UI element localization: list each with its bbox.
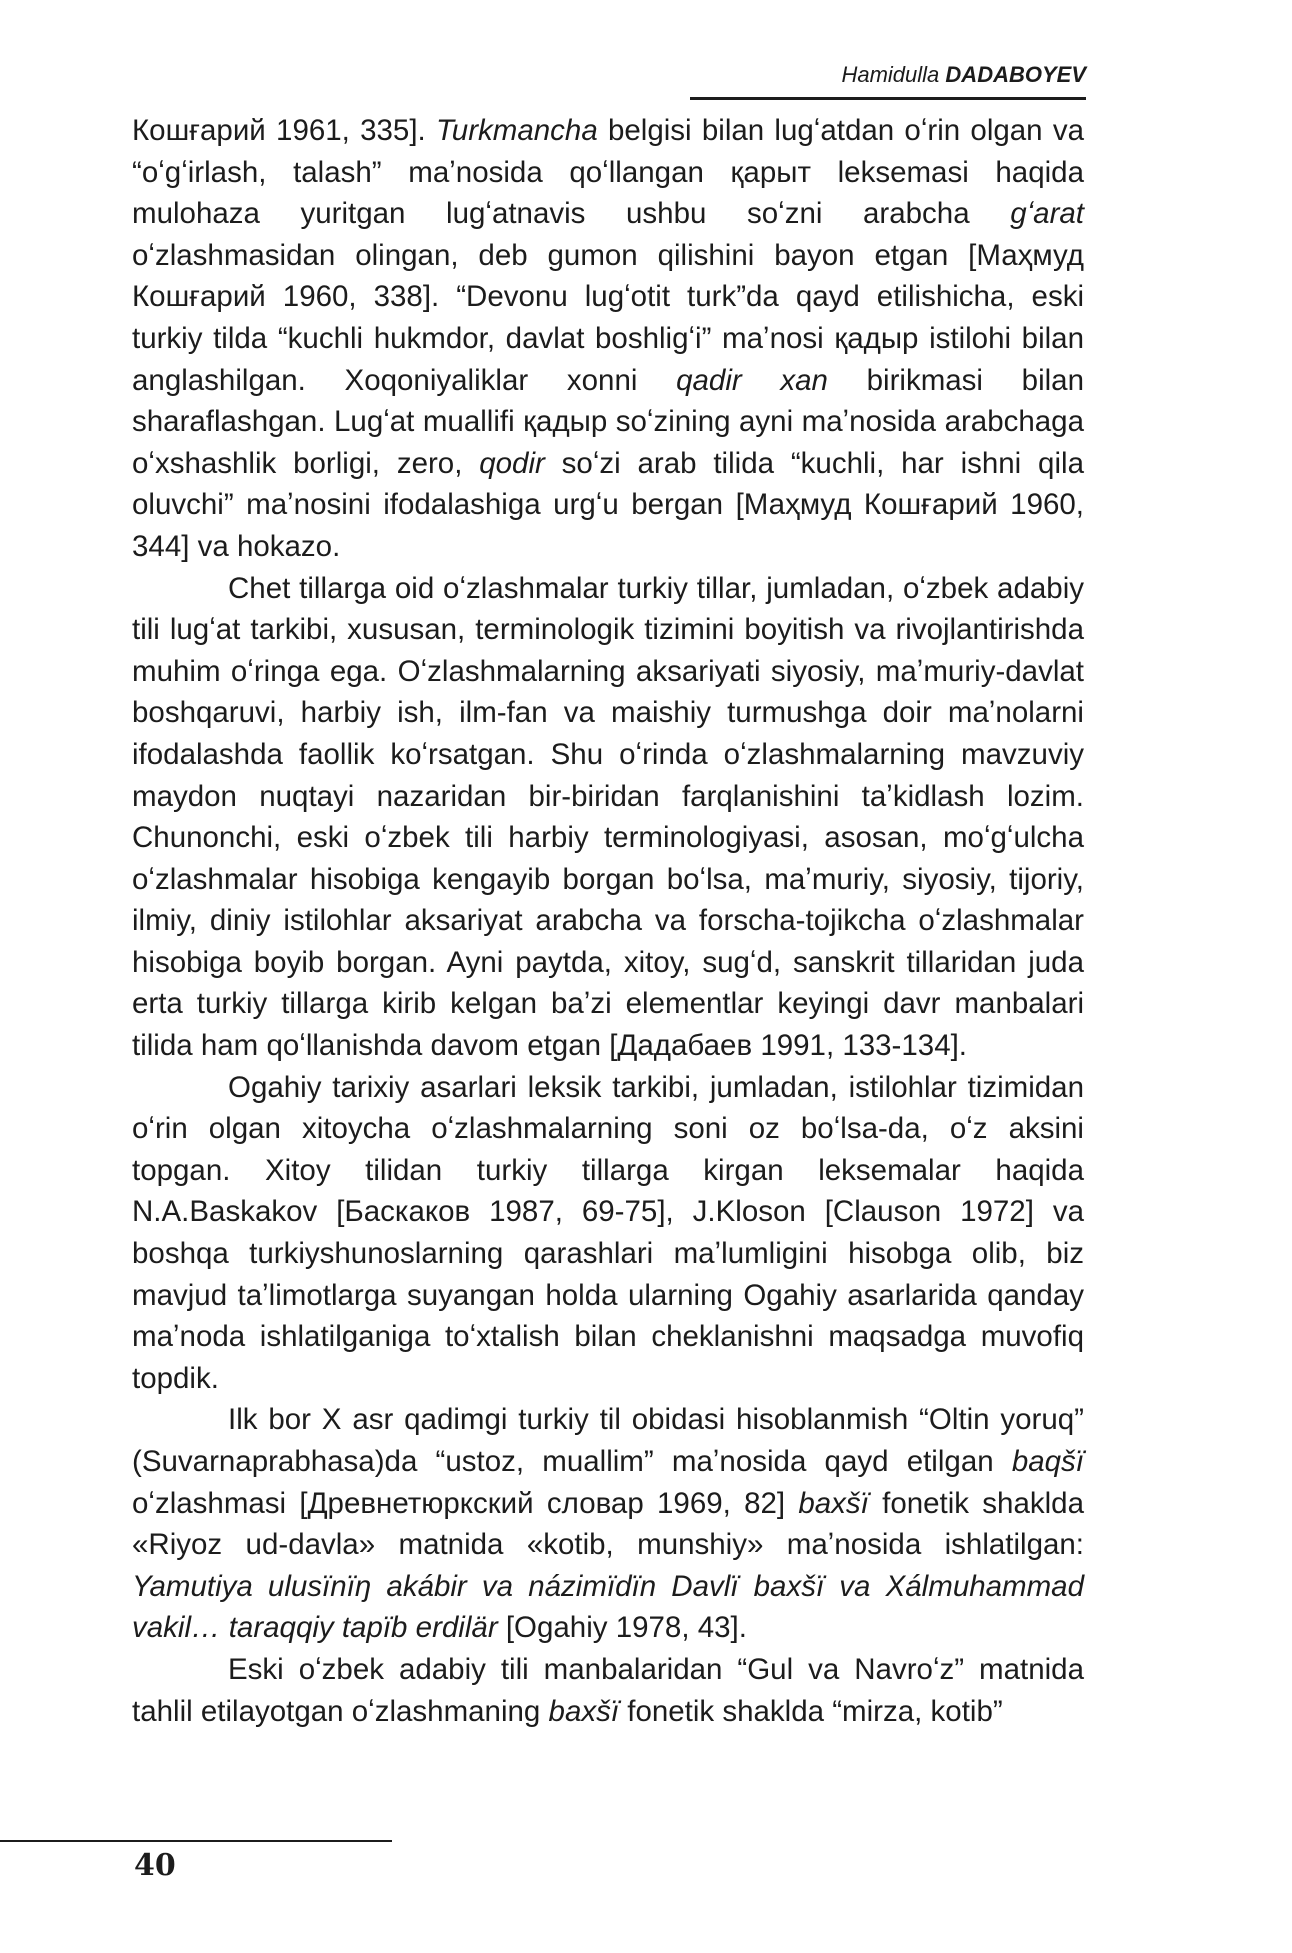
italic-term: qodir <box>479 446 545 480</box>
italic-term: Yamutiya ulusïnïŋ akábir va názimïdïn Davlï baxšï va Xálmuhammad vakil… taraqqiy tapïb erdilär <box>132 1569 1084 1645</box>
header-author-first-name: Hamidulla <box>841 62 940 87</box>
text-run: [Ogahiy 1978, 43]. <box>497 1611 747 1645</box>
italic-term: baxšï <box>548 1694 620 1728</box>
text-run: birikmasi bilan sharaflashgan. Lugʻat muallifi қадыр soʻzining ayni maʼnosida arabchaga oʻxshashlik borligi, zero, <box>132 363 1084 480</box>
text-run: fonetik shakldа «Riyoz ud-davla» matnida «kotib, munshiy» maʼnosida ishlatilgan: <box>132 1486 1084 1562</box>
paragraph <box>132 110 1084 568</box>
text-run: belgisi bilan lugʻatdan oʻrin olgan va “oʻgʻirlash, talash” maʼnosida qoʻllangan қарыт leksemasi haqida mulohaza yuritgan lugʻatnavis ushbu soʻzni arabcha <box>132 114 1084 231</box>
paragraph <box>132 568 1084 1067</box>
text-run: Ogahiy tarixiy asarlari leksik tarkibi, jumladan, istilohlar tizimidan oʻrin olgan xitoycha oʻzlashmalarning soni oz boʻlsa-da, oʻz aksini topgan. Xitoy tilidan turkiy tillarga kirgan leksemalar haqida N.A.Baskakov [Баскаков 1987, 69-75], J.Kloson [Clauson 1972] va boshqa turkiyshunoslarning qarashlari maʼlumligini hisobga olib, biz mavjud taʼlimotlarga suyangan holda ularning Ogahiy asarlarida qanday maʼnoda ishlatilganiga toʻxtalish bilan cheklanishni maqsadga muvofiq topdik. <box>132 1070 1084 1395</box>
paragraph <box>132 1067 1084 1400</box>
text-run: oʻzlashmasidan olingan, deb gumon qilishini bayon etgan [Маҳмуд Кошғарий 1960, 338]. “Devonu lugʻotit turk”da qayd etilishicha, eski turkiy tilda “kuchli hukmdor, davlat boshligʻi” maʼnosi қадыр istilohi bilan anglashilgan. Xoqoniyaliklar xonni <box>132 238 1084 397</box>
footer-rule <box>0 1840 392 1842</box>
text-run: Ilk bor X asr qadimgi turkiy til obidasi hisoblanmish “Oltin yoruq” (Suvarnaprabhasa)da “ustoz, muallim” maʼnosida qayd etilgan <box>132 1403 1084 1478</box>
header-author-last-name: DADABOYEV <box>945 62 1086 87</box>
text-run: Кошғарий 1961, 335]. <box>132 114 436 147</box>
text-run: Chet tillarga oid oʻzlashmalar turkiy tillar, jumladan, oʻzbek adabiy tili lugʻat tarkibi, xususan, terminologik tizimini boyitish va rivojlantirishda muhim oʻringa ega. Oʻzlashmalarning aksariyati siyosiy, maʼmuriy-davlat boshqaruvi, harbiy ish, ilm-fan va maishiy turmushga doir maʼnolarni ifodalashda faollik koʻrsatgan. Shu oʻrinda oʻzlashmalarning mavzuviy maydon nuqtayi nazaridan bir-biridan farqlanishini taʼkidlash lozim. Chunonchi, eski oʻzbek tili harbiy terminologiyasi, asosan, moʻgʻulcha oʻzlashmalar hisobiga kengayib borgan boʻlsa, maʼmuriy, siyosiy, tijoriy, ilmiy, diniy istilohlar aksariyat arabcha va forscha-tojikcha oʻzlashmalar hisobiga boyib borgan. Ayni paytda, xitoy, sugʻd, sanskrit tillaridan juda erta turkiy tillarga kirib kelgan baʼzi elementlar keyingi davr manbalari tilida ham qoʻllanishda davom etgan [Дадабаев 1991, 133-134]. <box>132 571 1084 1063</box>
paragraph <box>132 1649 1084 1732</box>
body-text <box>132 110 1084 1732</box>
italic-term: gʻarat <box>1010 197 1084 231</box>
paragraph <box>132 1399 1084 1649</box>
text-run: Eski oʻzbek adabiy tili manbalaridan “Gul va Navroʻz” matnida tahlil etilayotgan oʻzlashmaning <box>132 1652 1084 1728</box>
text-run: oʻzlashmasi [Древнетюркский словар 1969, 82] <box>132 1486 799 1520</box>
italic-term: baqšï <box>1011 1445 1084 1478</box>
header-rule <box>690 97 1086 100</box>
italic-term: qadir xan <box>676 363 828 397</box>
italic-term: Turkmancha <box>435 114 598 147</box>
running-header <box>690 62 1086 88</box>
text-run: soʻzi arab tilida “kuchli, har ishni qila oluvchi” maʼnosini ifodalashiga urgʻu bergan [Маҳмуд Кошғарий 1960, 344] va hokazo. <box>132 446 1084 563</box>
text-run: fonetik shakldа “mirza, kotib” <box>619 1694 1003 1728</box>
page-number: 40 <box>134 1848 176 1883</box>
italic-term: baxšï <box>798 1486 869 1520</box>
